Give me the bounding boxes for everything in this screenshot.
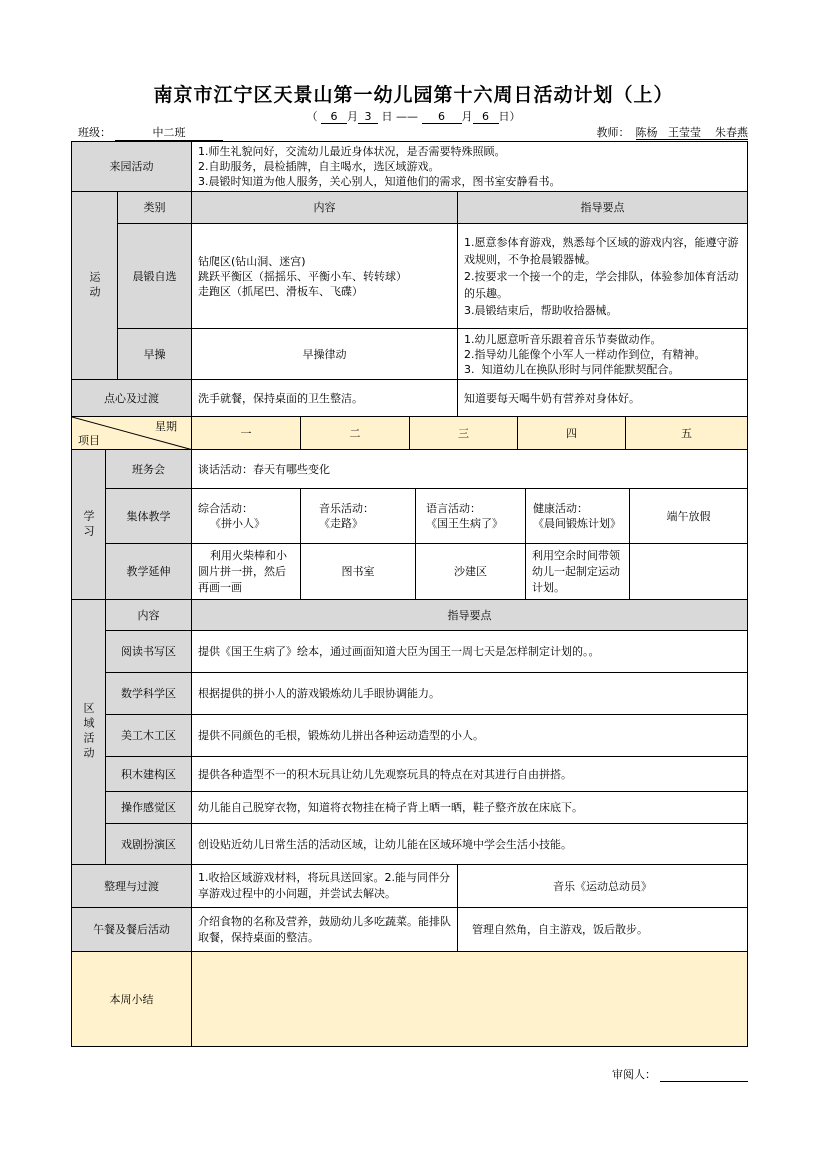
group-teaching-label: 集体教学 bbox=[105, 488, 192, 544]
teacher-line bbox=[597, 124, 748, 140]
arrival-item: 1.师生礼貌问好，交流幼儿最近身体状况，是否需要特殊照顾。 bbox=[198, 145, 506, 158]
region-guidance: 提供《国王生病了》绘本，通过画面知道大臣为国王一周七天是怎样制定计划的。。 bbox=[191, 630, 748, 673]
month-label: 月 bbox=[461, 110, 473, 123]
corner-weekday-label: 星期 bbox=[155, 420, 177, 433]
summary-label: 本周小结 bbox=[71, 951, 192, 1047]
group-teaching-tue bbox=[300, 488, 416, 544]
group-teaching-mon bbox=[191, 488, 301, 544]
teacher-label: 教师： bbox=[596, 126, 630, 139]
arrival-item: 3.晨锻时知道为他人服务，关心别人，知道他们的需求，图书室安静看书。 bbox=[198, 175, 561, 188]
region-guidance: 幼儿能自己脱穿衣物，知道将衣物挂在椅子背上晒一晒，鞋子整齐放在床底下。 bbox=[191, 791, 748, 824]
weekday-corner-cell bbox=[71, 416, 192, 450]
region-guidance: 提供不同颜色的毛根，锻炼幼儿拼出各种运动造型的小人。 bbox=[191, 714, 748, 757]
guidance-line: 2.按要求一个接一个的走，学会排队，体验参加体育活动的乐趣。 bbox=[464, 269, 739, 300]
content-line: 跳跃平衡区（摇摇乐、平衡小车、转转球） bbox=[198, 269, 407, 283]
activity-type: 音乐活动： bbox=[319, 502, 374, 515]
morning-exercise-content: 早操律动 bbox=[191, 328, 458, 380]
class-value: 中二班 bbox=[115, 124, 223, 141]
activity-title: 《走路》 bbox=[319, 517, 363, 530]
weekday-header-fri: 五 bbox=[625, 416, 748, 450]
guidance-line: 1.幼儿愿意听音乐跟着音乐节奏做动作。 bbox=[464, 332, 662, 346]
region-label-text: 区域活动 bbox=[82, 702, 95, 762]
arrival-content bbox=[191, 141, 748, 192]
teaching-extension-label: 教学延伸 bbox=[105, 543, 192, 600]
activity-type: 健康活动： bbox=[533, 502, 588, 515]
lunch-guidance: 管理自然角，自主游戏，饭后散步。 bbox=[457, 907, 748, 952]
region-name: 数学科学区 bbox=[105, 672, 192, 715]
region-content-header: 内容 bbox=[105, 599, 192, 631]
region-guidance-header: 指导要点 bbox=[191, 599, 748, 631]
activity-title: 《国王生病了》 bbox=[426, 517, 503, 530]
class-meeting-label: 班务会 bbox=[105, 449, 192, 489]
region-name: 操作感觉区 bbox=[105, 791, 192, 824]
learning-section-label bbox=[71, 449, 106, 600]
guidance-line: 2.指导幼儿能像个小军人一样动作到位，有精神。 bbox=[464, 347, 706, 361]
activity-title: 《拼小人》 bbox=[210, 517, 265, 530]
guidance-line: 3.晨锻结束后，帮助收拾器械。 bbox=[464, 303, 618, 317]
exercise-content-header: 内容 bbox=[191, 191, 458, 224]
snack-content: 洗手就餐，保持桌面的卫生整洁。 bbox=[191, 379, 458, 417]
day-label: 日 bbox=[381, 110, 393, 123]
morning-exercise-label: 早操 bbox=[117, 328, 192, 380]
exercise-category-header: 类别 bbox=[117, 191, 192, 224]
group-teaching-thu bbox=[525, 488, 630, 544]
region-name: 阅读书写区 bbox=[105, 630, 192, 673]
exercise-guidance-header: 指导要点 bbox=[457, 191, 748, 224]
class-meeting-content: 谈话活动：春天有哪些变化 bbox=[191, 449, 748, 489]
reviewer-label: 审阅人： bbox=[612, 1068, 656, 1081]
weekday-header-mon: 一 bbox=[191, 416, 301, 450]
reviewer-line bbox=[612, 1066, 748, 1082]
teaching-extension-wed: 沙建区 bbox=[415, 543, 526, 600]
exercise-label-text: 运动 bbox=[88, 270, 101, 301]
arrival-item: 2.自助服务，晨检插牌，自主喝水，选区域游戏。 bbox=[198, 160, 440, 173]
snack-guidance: 知道要每天喝牛奶有营养对身体好。 bbox=[457, 379, 748, 417]
guidance-line: 3. 知道幼儿在换队形时与同伴能默契配合。 bbox=[464, 362, 680, 376]
date-range bbox=[0, 108, 827, 124]
activity-type: 综合活动： bbox=[198, 502, 253, 515]
region-guidance: 根据提供的拼小人的游戏锻炼幼儿手眼协调能力。 bbox=[191, 672, 748, 715]
month-label: 月 bbox=[347, 110, 358, 123]
activity-type: 语言活动： bbox=[426, 502, 481, 515]
teaching-extension-tue: 图书室 bbox=[300, 543, 416, 600]
morning-choice-content bbox=[191, 223, 458, 329]
snack-label: 点心及过渡 bbox=[71, 379, 192, 417]
region-name: 戏剧扮演区 bbox=[105, 823, 192, 865]
date-separator: —— bbox=[396, 110, 418, 123]
start-month: 6 bbox=[321, 111, 347, 124]
region-guidance: 提供各种造型不一的积木玩具让幼儿先观察玩具的特点在对其进行自由拼搭。 bbox=[191, 756, 748, 792]
content-line: 走跑区（抓尾巴、滑板车、飞碟） bbox=[198, 284, 363, 298]
teacher-names: 陈杨 王莹莹 朱春燕 bbox=[635, 126, 748, 139]
end-month: 6 bbox=[422, 111, 462, 124]
class-label: 班级： bbox=[78, 126, 111, 139]
guidance-line: 1.愿意参体育游戏，熟悉每个区域的游戏内容，能遵守游戏规则，不争抢晨锻器械。 bbox=[464, 235, 739, 266]
teaching-extension-thu: 利用空余时间带领幼儿一起制定运动计划。 bbox=[525, 543, 630, 600]
lunch-label: 午餐及餐后活动 bbox=[71, 907, 192, 952]
morning-choice-label: 晨锻自选 bbox=[117, 223, 192, 329]
group-teaching-fri: 端午放假 bbox=[629, 488, 748, 544]
corner-item-label: 项目 bbox=[78, 434, 100, 447]
reviewer-signature-field[interactable] bbox=[660, 1069, 748, 1082]
region-name: 积木建构区 bbox=[105, 756, 192, 792]
weekday-header-thu: 四 bbox=[517, 416, 626, 450]
day-label: 日 bbox=[498, 110, 510, 123]
activity-title: 《晨间锻炼计划》 bbox=[533, 517, 621, 530]
paren-open: （ bbox=[306, 110, 318, 123]
tidy-content: 1.收拾区域游戏材料，将玩具送回家。2.能与同伴分享游戏过程中的小问题，并尝试去解决。 bbox=[191, 864, 458, 908]
summary-content[interactable] bbox=[191, 951, 748, 1047]
tidy-label: 整理与过渡 bbox=[71, 864, 192, 908]
start-day: 3 bbox=[358, 111, 378, 124]
morning-exercise-guidance bbox=[457, 328, 748, 380]
paren-close: ） bbox=[509, 110, 521, 123]
region-section-label bbox=[71, 599, 106, 865]
lunch-content: 介绍食物的名称及营养，鼓励幼儿多吃蔬菜。能排队取餐，保持桌面的整洁。 bbox=[191, 907, 458, 952]
weekday-header-tue: 二 bbox=[300, 416, 410, 450]
learning-label-text: 学习 bbox=[82, 509, 95, 540]
arrival-label: 来园活动 bbox=[71, 141, 192, 192]
teaching-extension-mon: 利用火柴棒和小圆片拼一拼，然后再画一画 bbox=[191, 543, 301, 600]
class-line bbox=[78, 124, 223, 141]
content-line: 钻爬区(钻山洞、迷宫) bbox=[198, 254, 306, 268]
exercise-section-label bbox=[71, 191, 118, 380]
region-guidance: 创设贴近幼儿日常生活的活动区域，让幼儿能在区域环境中学会生活小技能。 bbox=[191, 823, 748, 865]
group-teaching-wed bbox=[415, 488, 526, 544]
page-title: 南京市江宁区天景山第一幼儿园第十六周日活动计划（上） bbox=[153, 84, 674, 106]
tidy-guidance: 音乐《运动总动员》 bbox=[457, 864, 748, 908]
teaching-extension-fri bbox=[629, 543, 748, 600]
region-name: 美工木工区 bbox=[105, 714, 192, 757]
weekday-header-wed: 三 bbox=[409, 416, 518, 450]
morning-choice-guidance bbox=[457, 223, 748, 329]
end-day: 6 bbox=[473, 111, 499, 124]
